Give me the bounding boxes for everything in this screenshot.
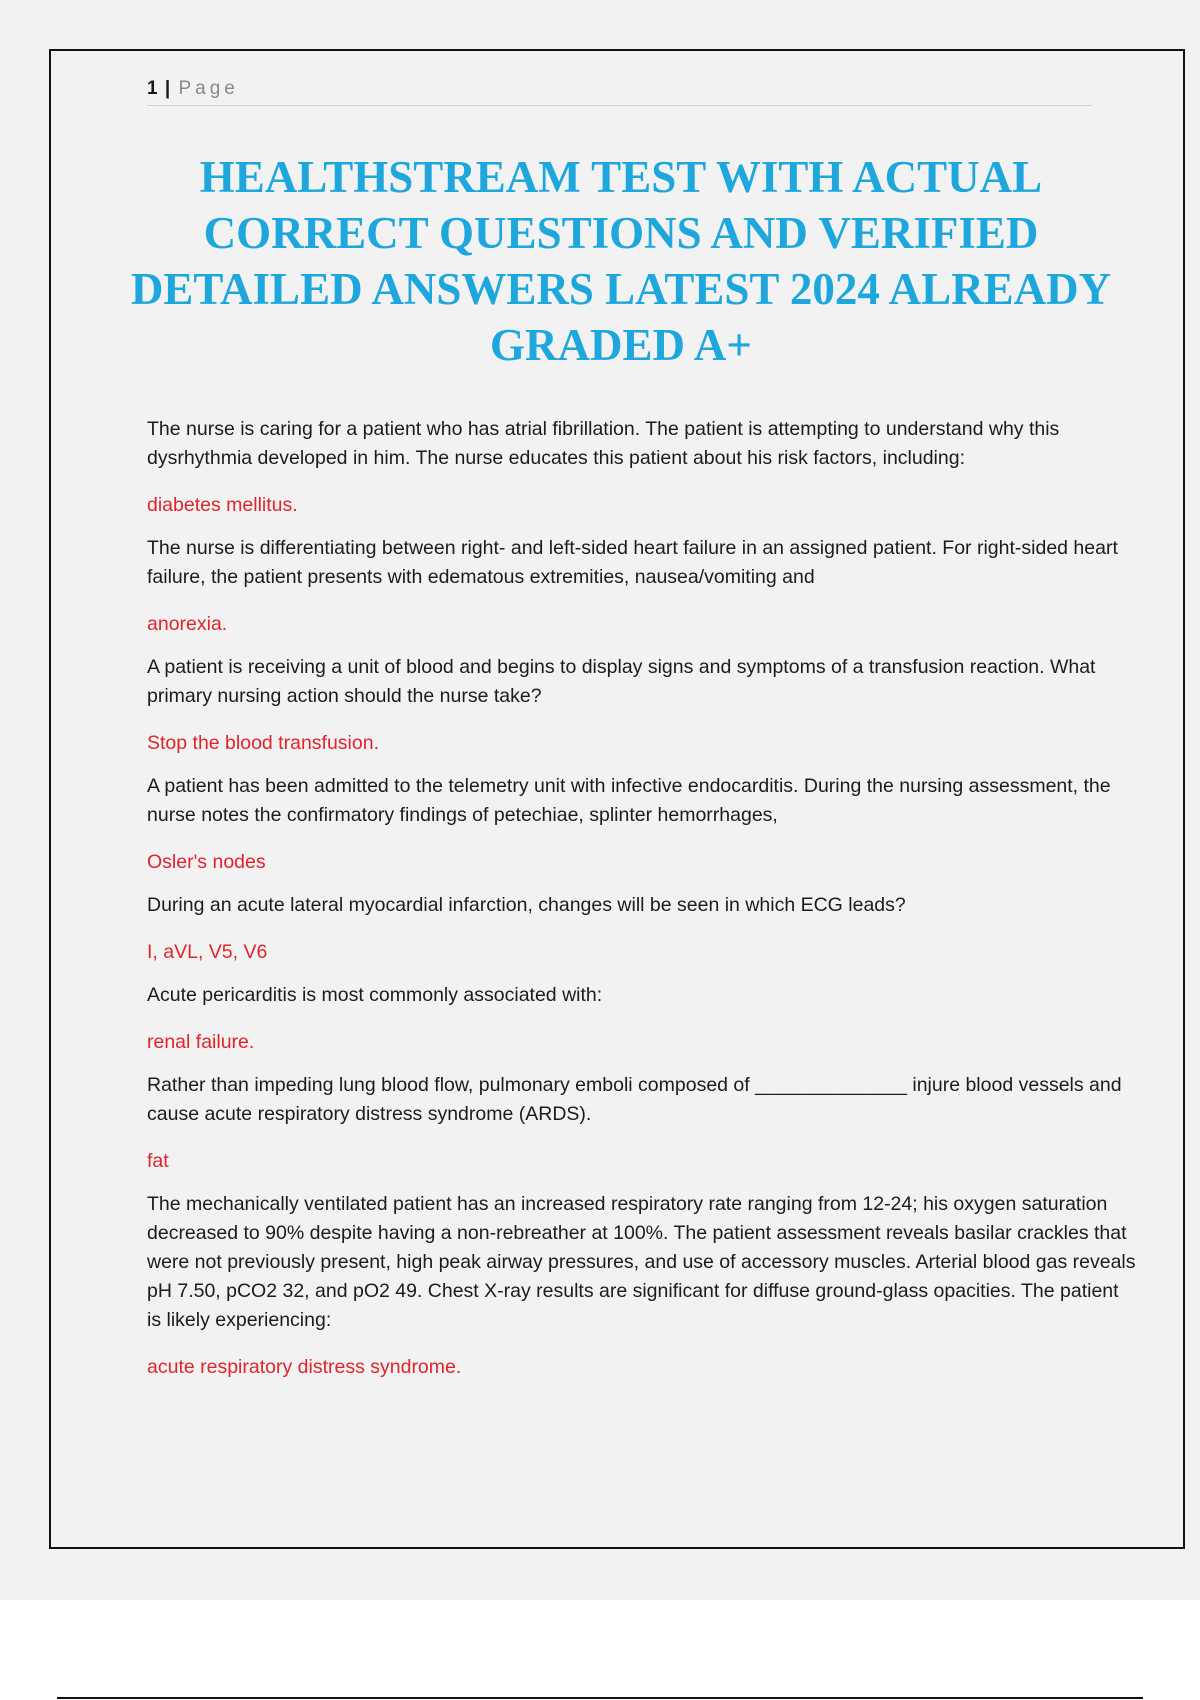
- answer-2: anorexia.: [147, 613, 228, 635]
- page-label: Page: [178, 78, 239, 99]
- answer-4: Osler's nodes: [147, 851, 266, 873]
- question-7: Rather than impeding lung blood flow, pulmonary emboli composed of ______________ injure blood vessels and cause acute respiratory distress syndrome (ARDS).: [147, 1074, 1122, 1125]
- page-header: [147, 77, 1092, 106]
- answer-6: renal failure.: [147, 1031, 255, 1053]
- page-number: 1: [147, 78, 158, 99]
- answer-1: diabetes mellitus.: [147, 494, 298, 516]
- answer-7: fat: [147, 1150, 169, 1172]
- question-3: A patient is receiving a unit of blood and begins to display signs and symptoms of a transfusion reaction. What primary nursing action should the nurse take?: [147, 656, 1096, 707]
- question-6: Acute pericarditis is most commonly associated with:: [147, 984, 603, 1006]
- answer-3: Stop the blood transfusion.: [147, 732, 379, 754]
- document-title: HEALTHSTREAM TEST WITH ACTUAL CORRECT QUESTIONS AND VERIFIED DETAILED ANSWERS LATEST 2024 ALREADY GRADED A+: [130, 152, 1112, 370]
- answer-8: acute respiratory distress syndrome.: [147, 1356, 462, 1378]
- question-1: The nurse is caring for a patient who has atrial fibrillation. The patient is attempting to understand why this dysrhythmia developed in him. The nurse educates this patient about his risk factors, including:: [147, 418, 1060, 469]
- next-page-top-rule: [57, 1697, 1143, 1699]
- answer-5: I, aVL, V5, V6: [147, 941, 268, 963]
- question-4: A patient has been admitted to the telemetry unit with infective endocarditis. During the nursing assessment, the nurse notes the confirmatory findings of petechiae, splinter hemorrhages,: [147, 775, 1111, 826]
- question-5: During an acute lateral myocardial infarction, changes will be seen in which ECG leads?: [147, 894, 906, 916]
- page-separator: |: [164, 78, 171, 99]
- document-page: [49, 49, 1185, 1549]
- qa-list: [147, 415, 1137, 1396]
- question-8: The mechanically ventilated patient has an increased respiratory rate ranging from 12-24; his oxygen saturation decreased to 90% despite having a non-rebreather at 100%. The patient assessment reveals basilar crackles that were not previously present, high peak airway pressures, and use of accessory muscles. Arterial blood gas reveals pH 7.50, pCO2 32, and pO2 49. Chest X-ray results are significant for diffuse ground-glass opacities. The patient is likely experiencing:: [147, 1193, 1136, 1331]
- question-2: The nurse is differentiating between right- and left-sided heart failure in an assigned patient. For right-sided heart failure, the patient presents with edematous extremities, nausea/vomiting and: [147, 537, 1118, 588]
